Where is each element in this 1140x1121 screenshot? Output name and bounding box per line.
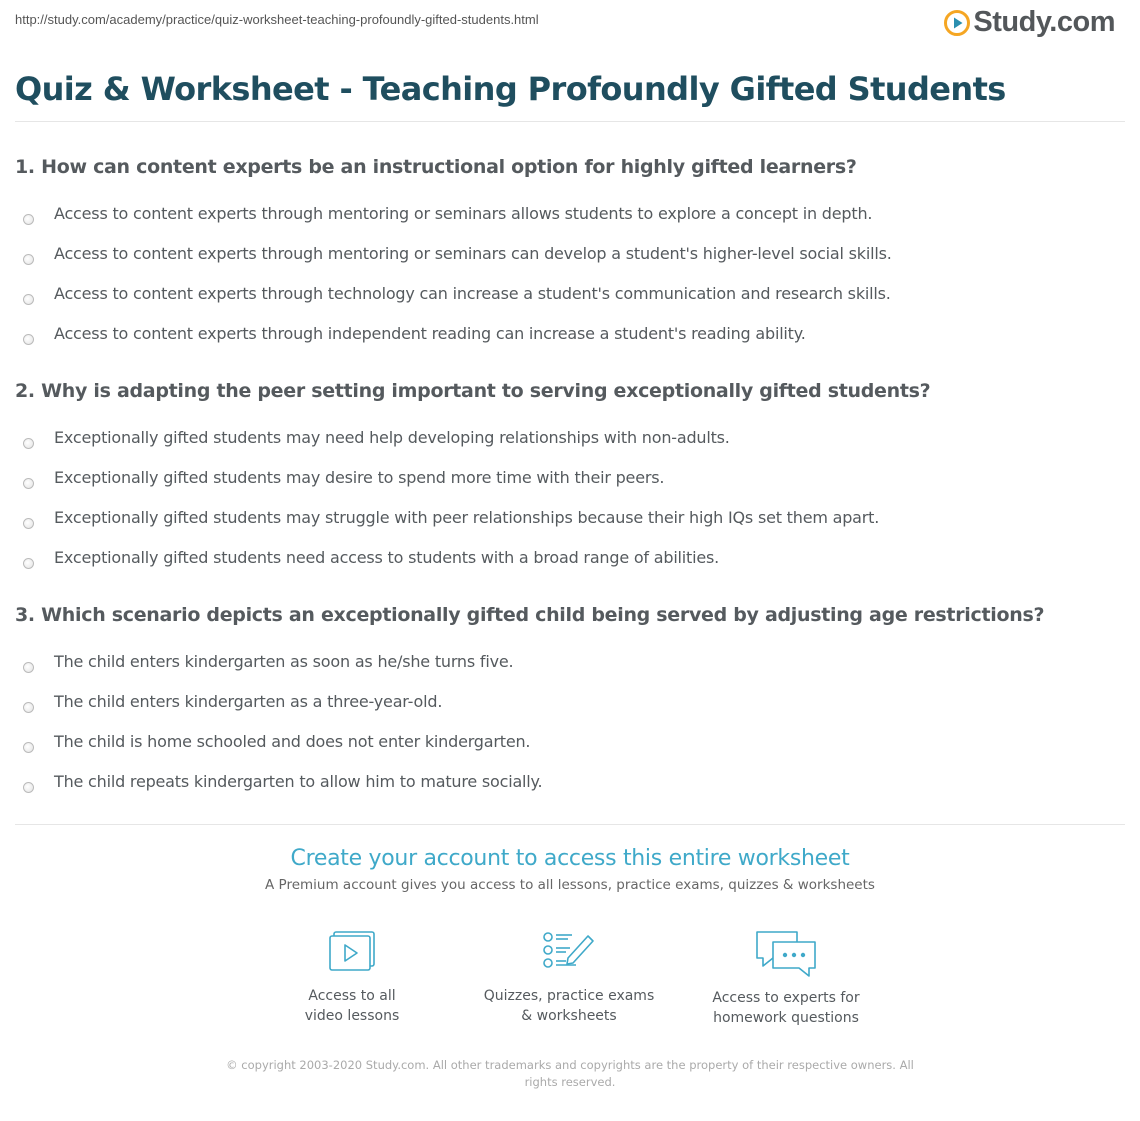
study-logo-icon (944, 10, 970, 36)
radio-button-icon[interactable] (23, 518, 34, 529)
answer-option[interactable] (15, 195, 1125, 235)
answer-option[interactable] (15, 315, 1125, 355)
radio-button-icon[interactable] (23, 478, 34, 489)
create-account-link[interactable]: Create your account to access this entire worksheet (290, 846, 850, 871)
radio-button-icon[interactable] (23, 742, 34, 753)
video-lesson-icon (325, 928, 379, 976)
feature-label: Access to all video lessons (304, 988, 400, 1024)
answer-label: Exceptionally gifted students may need help developing relationships with non-adults. (54, 427, 730, 447)
answer-option[interactable] (15, 275, 1125, 315)
radio-button-icon[interactable] (23, 702, 34, 713)
top-bar (15, 0, 1125, 44)
feature-video-lessons (252, 928, 452, 1026)
page-url: http://study.com/academy/practice/quiz-worksheet-teaching-profoundly-gifted-students.html (15, 12, 539, 27)
logo-text: Study.com (973, 6, 1115, 38)
question-3 (15, 602, 1125, 803)
answer-label: Exceptionally gifted students need access to students with a broad range of abilities. (54, 547, 720, 567)
study-logo[interactable] (944, 6, 1115, 39)
answer-label: The child is home schooled and does not enter kindergarten. (54, 731, 531, 751)
question-1 (15, 154, 1125, 355)
premium-description: A Premium account gives you access to all lessons, practice exams, quizzes & worksheets (265, 877, 875, 893)
feature-experts (686, 928, 886, 1028)
question-text: 3. Which scenario depicts an exceptionally gifted child being served by adjusting age restrictions? (15, 604, 1045, 626)
answer-label: Access to content experts through mentoring or seminars allows students to explore a concept in depth. (54, 203, 873, 223)
feature-label: Access to experts for homework questions (712, 990, 860, 1026)
answer-options (15, 643, 1125, 803)
answer-label: The child enters kindergarten as a three-year-old. (54, 691, 443, 711)
radio-button-icon[interactable] (23, 214, 34, 225)
answer-option[interactable] (15, 235, 1125, 275)
answer-label: Exceptionally gifted students may struggle with peer relationships because their high IQs set them apart. (54, 507, 880, 527)
divider (15, 824, 1125, 825)
answer-options (15, 419, 1125, 579)
question-2 (15, 378, 1125, 579)
answer-options (15, 195, 1125, 355)
answer-label: Exceptionally gifted students may desire to spend more time with their peers. (54, 467, 665, 487)
radio-button-icon[interactable] (23, 782, 34, 793)
feature-label: Quizzes, practice exams & worksheets (483, 988, 655, 1024)
divider (15, 121, 1125, 122)
answer-label: The child repeats kindergarten to allow him to mature socially. (54, 771, 543, 791)
answer-option[interactable] (15, 763, 1125, 803)
answer-label: The child enters kindergarten as soon as he/she turns five. (54, 651, 514, 671)
answer-option[interactable] (15, 419, 1125, 459)
radio-button-icon[interactable] (23, 662, 34, 673)
answer-option[interactable] (15, 683, 1125, 723)
answer-option[interactable] (15, 459, 1125, 499)
radio-button-icon[interactable] (23, 294, 34, 305)
question-text: 1. How can content experts be an instructional option for highly gifted learners? (15, 156, 857, 178)
feature-quizzes (469, 928, 669, 1026)
answer-option[interactable] (15, 539, 1125, 579)
radio-button-icon[interactable] (23, 558, 34, 569)
question-text: 2. Why is adapting the peer setting important to serving exceptionally gifted students? (15, 380, 931, 402)
answer-label: Access to content experts through independent reading can increase a student's reading ability. (54, 323, 806, 343)
radio-button-icon[interactable] (23, 438, 34, 449)
page-title: Quiz & Worksheet - Teaching Profoundly Gifted Students (15, 70, 1006, 108)
answer-option[interactable] (15, 499, 1125, 539)
expert-chat-icon (753, 928, 819, 978)
answer-option[interactable] (15, 643, 1125, 683)
answer-option[interactable] (15, 723, 1125, 763)
answer-label: Access to content experts through technology can increase a student's communication and research skills. (54, 283, 891, 303)
radio-button-icon[interactable] (23, 254, 34, 265)
quiz-checklist-icon (540, 928, 598, 976)
radio-button-icon[interactable] (23, 334, 34, 345)
copyright-notice: © copyright 2003-2020 Study.com. All other trademarks and copyrights are the property of their respective owners. All rights reserved. (226, 1058, 914, 1089)
answer-label: Access to content experts through mentoring or seminars can develop a student's higher-level social skills. (54, 243, 892, 263)
